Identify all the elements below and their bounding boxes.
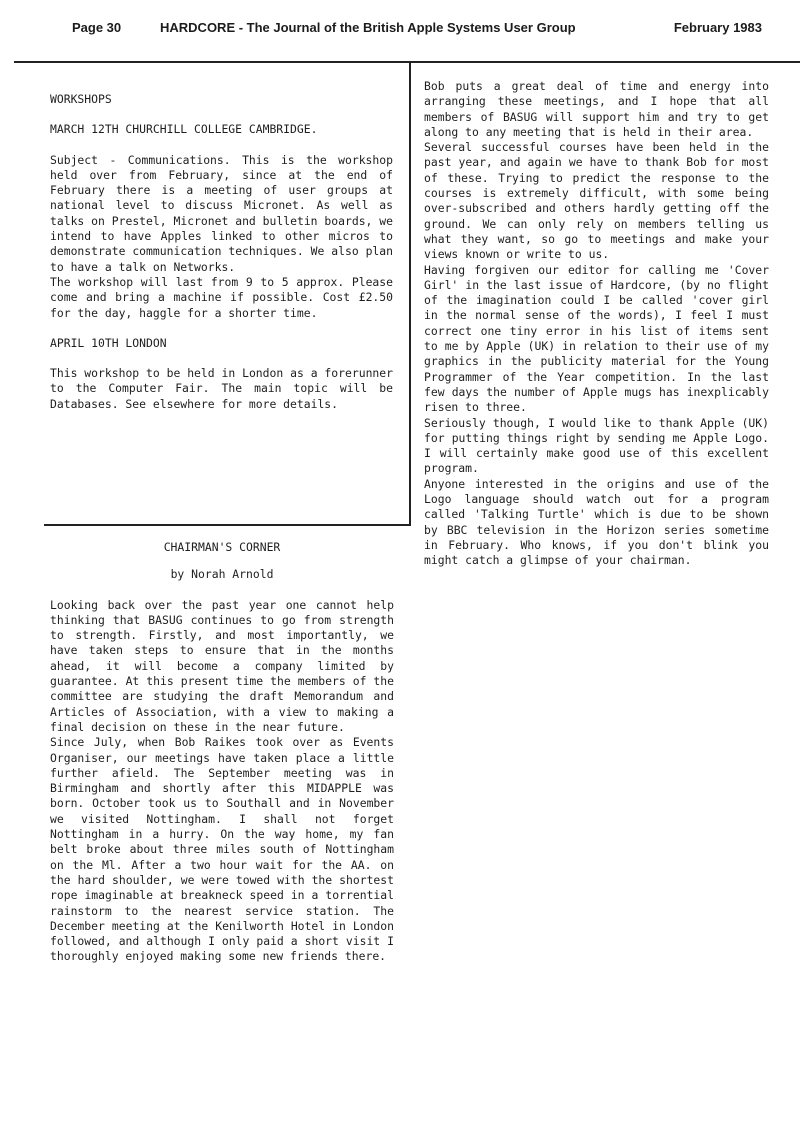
chairman-paragraph: Looking back over the past year one cannot help thinking that BASUG continues to go from strength to strength. Firstly, and most importantly, we have taken steps to ensure that in the months ahead, it will become a company limited by guarantee. At this present time the members of the committee are studying the draft Memorandum and Articles of Association, with a view to making a final decision on these in the near future. xyxy=(50,597,394,734)
page-number: Page 30 xyxy=(72,20,122,35)
april-workshop-heading: APRIL 10TH LONDON xyxy=(50,335,167,350)
march-workshop-details: The workshop will last from 9 to 5 approx. Please come and bring a machine if possible. Cost £2.50 for the day, haggle for a shorter time. xyxy=(50,274,393,320)
chairmans-corner-section xyxy=(50,540,394,965)
header-rule xyxy=(14,61,800,63)
chairman-paragraph: Seriously though, I would like to thank Apple (UK) for putting things right by sending me Apple Logo. I will certainly make good use of this excellent program. xyxy=(424,415,769,476)
issue-date: February 1983 xyxy=(673,20,762,35)
workshops-heading: WORKSHOPS xyxy=(50,92,112,106)
chairmans-corner-byline: by Norah Arnold xyxy=(170,567,274,582)
april-workshop-paragraph: This workshop to be held in London as a forerunner to the Computer Fair. The main topic will be Databases. See elsewhere for more details. xyxy=(50,366,393,411)
march-workshop-heading: MARCH 12TH CHURCHILL COLLEGE CAMBRIDGE. xyxy=(50,122,318,137)
chairman-paragraph: Several successful courses have been held in the past year, and again we have to thank Bob for most of these. Trying to predict the response to the courses is extremely difficult, with some being over-subscribed and others hardly getting off the ground. We can only rely on members telling us what they want, so go to meetings and make your views known or write to us. xyxy=(424,140,769,262)
chairmans-corner-continued xyxy=(424,79,769,569)
chairman-paragraph: Having forgiven our editor for calling me 'Cover Girl' in the last issue of Hardcore, (by no flight of the imagination could I be called 'cover girl in the normal sense of the words), I feel I must correct one tiny error in his list of items sent to me by Apple (UK) in relation to their use of my graphics in the publicity material for the Young Programmer of the Year competition. In the last few days the number of Apple mugs has inexplicably risen to three. xyxy=(424,262,769,415)
chairman-paragraph: Bob puts a great deal of time and energy into arranging these meetings, and I hope that all members of BASUG will support him and try to get along to any meeting that is held in their area. xyxy=(424,79,769,139)
workshops-section xyxy=(50,92,393,412)
journal-title: HARDCORE - The Journal of the British Apple Systems User Group xyxy=(160,20,576,35)
march-workshop-paragraph: Subject - Communications. This is the workshop held over from February, since at the end of February there is a meeting of user groups at national level to discuss Micronet. As well as talks on Prestel, Micronet and bulletin boards, we intend to have Apples linked to other micros to demonstrate communication techniques. We also plan to have a talk on Networks. xyxy=(50,152,393,274)
chairman-paragraph: Since July, when Bob Raikes took over as Events Organiser, our meetings have taken place a little further afield. The September meeting was in Birmingham and shortly after this MIDAPPLE was born. October took us to Southall and in November we visited Nottingham. I shall not forget Nottingham in a hurry. On the way home, my fan belt broke about three miles south of Nottingham on the Ml. After a two hour wait for the AA. on the hard shoulder, we were towed with the shortest rope imaginable at breakneck speed in a torrential rainstorm to the nearest service station. The December meeting at the Kenilworth Hotel in London followed, and although I only paid a short visit I thoroughly enjoyed making some new friends there. xyxy=(50,735,394,964)
column-divider xyxy=(409,61,411,526)
chairmans-corner-heading: CHAIRMAN'S CORNER xyxy=(163,540,281,554)
page-header xyxy=(72,20,762,42)
workshops-box-rule xyxy=(44,524,410,526)
chairman-paragraph: Anyone interested in the origins and use of the Logo language should watch out for a program called 'Talking Turtle' which is due to be shown by BBC television in the Horizon series sometime in February. Who knows, if you don't blink you might catch a glimpse of your chairman. xyxy=(424,476,769,568)
